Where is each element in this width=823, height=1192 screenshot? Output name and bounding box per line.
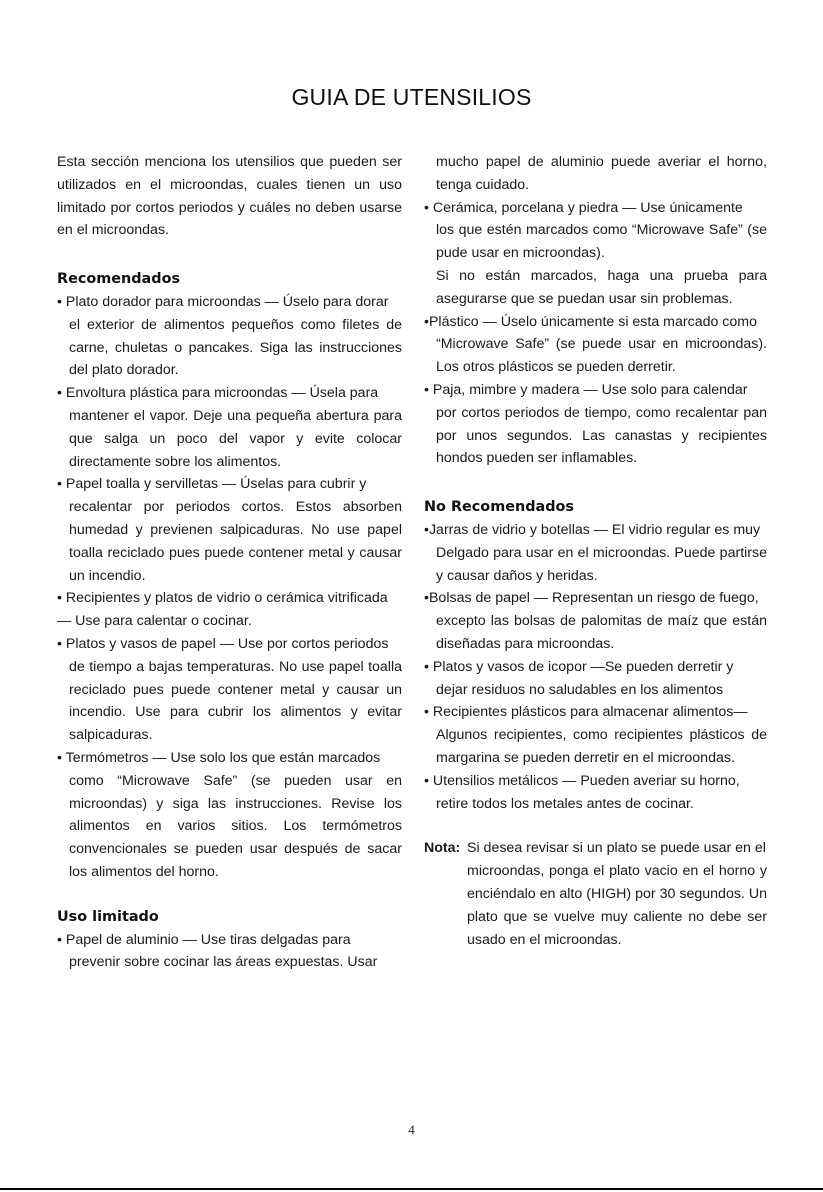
item-text: excepto las bolsas de palomitas de maíz que están diseñadas para microondas.: [436, 613, 767, 652]
page-title: GUIA DE UTENSILIOS: [291, 84, 532, 110]
note-text-first: Si desea revisar si un plato se puede usar en el: [467, 840, 766, 857]
limited-item: [424, 379, 767, 470]
item-extra: Si no están marcados, haga una prueba para asegurarse que se puedan usar sin problemas.: [436, 267, 767, 307]
bottom-rule: [0, 1188, 823, 1190]
item-text: “Microwave Safe” (se puede usar en microondas). Los otros plásticos se pueden derretir.: [436, 336, 767, 376]
item-text: de tiempo a bajas temperaturas. No use papel toalla reciclado pues puede contener metal y causar un incendio. Use para cubrir los alimentos y evitar salpicaduras.: [69, 658, 402, 744]
item-lead: • Recipientes y platos de vidrio o cerámica vitrificada: [57, 590, 388, 607]
item-lead: • Paja, mimbre y madera — Use solo para calendar: [424, 381, 748, 398]
item-lead: •Jarras de vidrio y botellas — El vidrio regular es muy: [424, 521, 761, 538]
not-recommended-item: [424, 770, 767, 816]
note-text: microondas, ponga el plato vacio en el horno y enciéndalo en alto (HIGH) por 30 segundos. Un plato que se vuelve muy caliente no debe ser usado en el microondas.: [467, 863, 767, 948]
item-lead: • Papel toalla y servilletas — Úselas para cubrir y: [57, 476, 367, 493]
item-text: mantener el vapor. Deje una pequeña abertura para que salga un poco del vapor y evite colocar directamente sobre los alimentos.: [69, 407, 402, 470]
item-text: recalentar por periodos cortos. Estos absorben humedad y previenen salpicaduras. No use papel toalla reciclado pues puede contener metal y causar un incendio.: [69, 499, 402, 584]
recommended-item: [57, 633, 402, 747]
recommended-item: [57, 587, 402, 633]
item-text: Delgado para usar en el microondas. Puede partirse y causar daños y heridas.: [436, 544, 767, 584]
item-lead: • Recipientes plásticos para almacenar alimentos—: [424, 704, 748, 721]
item-text: el exterior de alimentos pequeños como filetes de carne, chuletas o pancakes. Siga las instrucciones del plato dorador.: [69, 316, 402, 379]
limited-item: [57, 929, 402, 975]
not-recommended-item: [424, 587, 767, 655]
note-label: Nota:: [424, 840, 461, 857]
right-column: [424, 151, 767, 951]
recommended-item: [57, 747, 402, 884]
left-column: [57, 151, 402, 974]
item-text: por cortos periodos de tiempo, como recalentar pan por unos segundos. Las canastas y recipientes hondos pueden ser inflamables.: [436, 404, 767, 467]
item-lead: • Plato dorador para microondas — Úselo para dorar: [57, 293, 389, 310]
note-block: [424, 837, 767, 951]
recommended-item: [57, 473, 402, 587]
limited-use-heading: Uso limitado: [57, 908, 159, 925]
item-text: Algunos recipientes, como recipientes plásticos de margarina se pueden derretir en el microondas.: [436, 727, 767, 766]
note-first-line: [424, 837, 767, 860]
item-lead: • Platos y vasos de icopor —Se pueden derretir y: [424, 658, 734, 675]
item-text: — Use para calentar o cocinar.: [57, 613, 252, 630]
limited-item-continued: mucho papel de aluminio puede averiar el horno, tenga cuidado.: [436, 154, 767, 193]
limited-item: [424, 311, 767, 379]
item-text: dejar residuos no saludables en los alimentos: [436, 681, 724, 698]
item-text: retire todos los metales antes de cocinar.: [436, 795, 694, 812]
intro-paragraph: Esta sección menciona los utensilios que pueden ser utilizados en el microondas, cuales tienen un uso limitado por cortos periodos y cuáles no deben usarse en el microondas.: [57, 154, 402, 239]
item-text: prevenir sobre cocinar las áreas expuestas. Usar: [69, 954, 378, 971]
recommended-item: [57, 291, 402, 382]
item-lead: • Cerámica, porcelana y piedra — Use únicamente: [424, 199, 743, 216]
item-lead: • Papel de aluminio — Use tiras delgadas para: [57, 931, 351, 948]
not-recommended-item: [424, 519, 767, 587]
recommended-heading: Recomendados: [57, 271, 181, 288]
limited-item: [424, 197, 767, 311]
page-number: 4: [408, 1122, 415, 1137]
item-text: los que estén marcados como “Microwave Safe” (se pude usar en microondas).: [436, 222, 767, 262]
item-lead: • Platos y vasos de papel — Use por cortos periodos: [57, 635, 389, 652]
item-lead: •Bolsas de papel — Representan un riesgo de fuego,: [424, 590, 759, 607]
recommended-item: [57, 382, 402, 473]
not-recommended-heading: No Recomendados: [424, 499, 574, 516]
item-lead: • Envoltura plástica para microondas — Úsela para: [57, 385, 379, 402]
item-lead: • Utensilios metálicos — Pueden averiar su horno,: [424, 772, 740, 789]
item-lead: • Termómetros — Use solo los que están marcados: [57, 749, 381, 766]
not-recommended-item: [424, 656, 767, 702]
item-lead: •Plástico — Úselo únicamente si esta marcado como: [424, 313, 757, 330]
item-text: como “Microwave Safe” (se pueden usar en microondas) y siga las instrucciones. Revise los alimentos en varios sitios. Los termómetros convencionales se pueden usar después de sacar los alimentos del horno.: [69, 772, 402, 880]
not-recommended-item: [424, 701, 767, 769]
